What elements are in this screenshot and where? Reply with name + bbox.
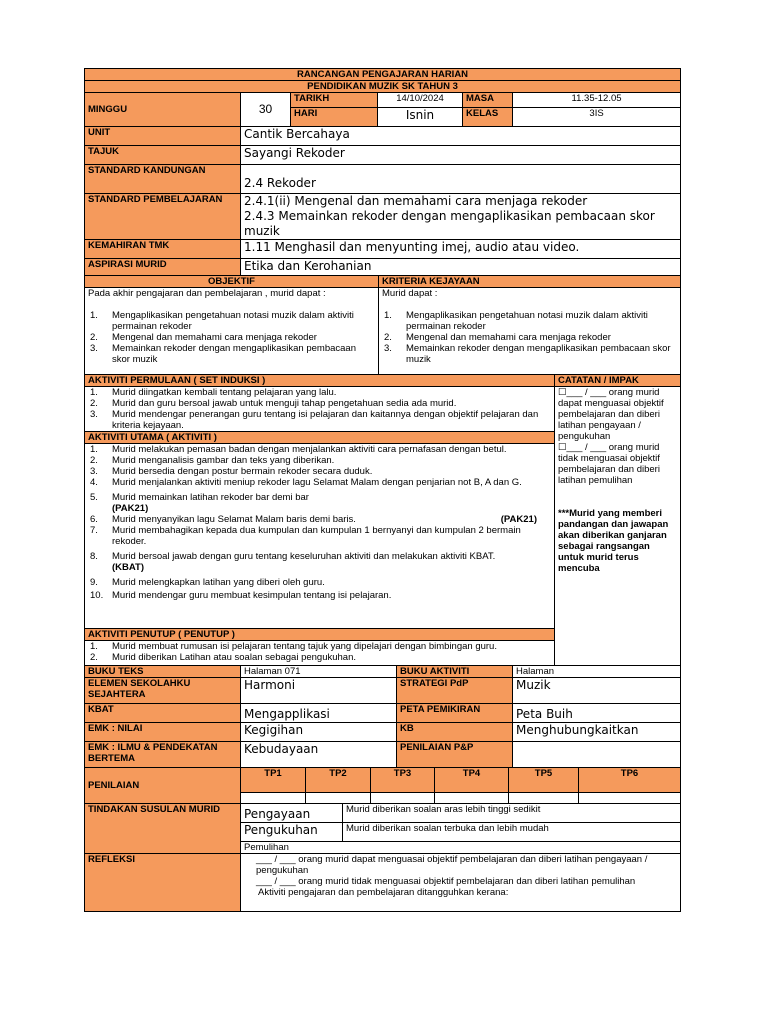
tp6-cell [579, 793, 681, 804]
utama-item: 1. Murid melakukan pemasan badan dengan menjalankan aktiviti cara pernafasan dengan betul. [90, 444, 507, 455]
standard-pembelajaran-label: STANDARD PEMBELAJARAN [85, 194, 241, 240]
penutup-label: AKTIVITI PENUTUP ( PENUTUP ) [85, 629, 555, 641]
peta-value: Peta Buih [513, 704, 681, 723]
tajuk-value: Sayangi Rekoder [241, 146, 681, 165]
utama-item: 5. Murid memainkan latihan rekoder bar demi bar (PAK21) [90, 492, 309, 514]
sp-line-2: 2.4.3 Memainkan rekoder dengan mengaplikasikan pembacaan skor muzik [244, 209, 655, 238]
refleksi-line-3: Aktiviti pengajaran dan pembelajaran ditangguhkan kerana: [258, 887, 509, 898]
strategi-value: Muzik [513, 678, 681, 704]
tp1-cell [241, 793, 306, 804]
elemen-value: Harmoni [241, 678, 397, 704]
utama-item: 9. Murid melengkapkan latihan yang diberi oleh guru. [90, 577, 325, 588]
refleksi-line-1: ___ / ___ orang murid dapat menguasai objektif pembelajaran dan diberi latihan pengayaan / pengukuhan [256, 854, 648, 876]
objektif-item: 2. Mengenal dan memahami cara menjaga rekoder [90, 332, 317, 343]
lesson-plan-header-table [84, 68, 681, 127]
sp-line-1: 2.4.1(ii) Mengenal dan memahami cara menjaga rekoder [244, 194, 588, 208]
permulaan-item: 3. Murid mendengar penerangan guru tentang isi pelajaran dan kaitannya dengan objektif pelajaran dan kriteria kejayaan. [90, 409, 539, 431]
kb-label: KB [397, 723, 513, 742]
kriteria-item: 3. Memainkan rekoder dengan mengaplikasikan pembacaan skor muzik [384, 343, 671, 365]
objektif-item: 1. Mengaplikasikan pengetahuan notasi muzik dalam aktiviti permainan rekoder [90, 310, 354, 332]
masa-label: MASA [463, 93, 513, 108]
unit-value: Cantik Bercahaya [241, 127, 681, 146]
utama-item: 6. Murid menyanyikan lagu Selamat Malam baris demi baris. (PAK21) [90, 514, 537, 525]
penutup-item: 1. Murid membuat rumusan isi pelajaran tentang tajuk yang dipelajari dengan bimbingan guru. [90, 641, 497, 652]
strategi-label: STRATEGI PdP [397, 678, 513, 704]
kriteria-item: 2. Mengenal dan memahami cara menjaga rekoder [384, 332, 611, 343]
tp2-cell [306, 793, 371, 804]
nilai-value: Kegigihan [241, 723, 397, 742]
refleksi-content [241, 854, 681, 912]
kemahiran-tmk-label: KEMAHIRAN TMK [85, 240, 241, 259]
utama-item: 7. Murid membahagikan kepada dua kumpulan dan kumpulan 1 bernyanyi dan kumpulan 2 bermain rekoder. [90, 525, 521, 547]
kb-value: Menghubungkaitkan [513, 723, 681, 742]
tp4-cell [435, 793, 509, 804]
penutup-content [85, 641, 555, 666]
reflection-table [84, 853, 681, 912]
standard-kandungan-label: STANDARD KANDUNGAN [85, 165, 241, 194]
catatan-note-1: ☐___ / ___ orang murid dapat menguasai objektif pembelajaran dan diberi latihan pengayaan / pengukuhan [558, 387, 664, 442]
penilaian-pp-value [513, 742, 681, 768]
ilmu-label: EMK : ILMU & PENDEKATAN BERTEMA [85, 742, 241, 768]
pengukuhan-label: Pengukuhan [241, 823, 343, 842]
objektif-label: OBJEKTIF [85, 276, 379, 288]
elemen-label: ELEMEN SEKOLAHKU SEJAHTERA [85, 678, 241, 704]
peta-label: PETA PEMIKIRAN [397, 704, 513, 723]
permulaan-item: 1. Murid diingatkan kembali tentang pelajaran yang lalu. [90, 387, 337, 398]
tajuk-label: TAJUK [85, 146, 241, 165]
kbat-tag: (KBAT) [112, 562, 145, 573]
permulaan-item: 2. Murid dan guru bersoal jawab untuk menguji tahap pengetahuan sedia ada murid. [90, 398, 457, 409]
pak21-tag: (PAK21) [112, 503, 149, 514]
kelas-label: KELAS [463, 108, 513, 127]
utama-item: 4. Murid menjalankan aktiviti meniup rekoder lagu Selamat Malam dengan penjarian not B, A dan G. [90, 477, 522, 488]
pemulihan-label: Pemulihan [241, 842, 681, 854]
permulaan-content [85, 387, 555, 432]
refleksi-line-2: ___ / ___ orang murid tidak menguasai objektif pembelajaran dan diberi latihan pemulihan [256, 876, 636, 887]
objectives-table [84, 275, 681, 375]
utama-item: 10. Murid mendengar guru membuat kesimpulan tentang isi pelajaran. [90, 590, 392, 601]
utama-item: 3. Murid bersedia dengan postur bermain rekoder secara duduk. [90, 466, 373, 477]
title-line-2: PENDIDIKAN MUZIK SK TAHUN 3 [85, 81, 681, 93]
title-line-1: RANCANGAN PENGAJARAN HARIAN [85, 69, 681, 81]
unit-label: UNIT [85, 127, 241, 146]
tp5-header: TP5 [509, 768, 579, 793]
ilmu-value: Kebudayaan [241, 742, 397, 768]
standard-kandungan-value: 2.4 Rekoder [241, 165, 681, 194]
resources-table [84, 665, 681, 768]
kriteria-label: KRITERIA KEJAYAAN [379, 276, 681, 288]
objektif-content [85, 288, 379, 375]
lesson-details-table [84, 126, 681, 276]
pak21-tag: (PAK21) [500, 514, 537, 525]
minggu-label: MINGGU [85, 93, 241, 127]
follow-up-table [84, 803, 681, 854]
lesson-plan-document [84, 68, 680, 912]
aspirasi-label: ASPIRASI MURID [85, 259, 241, 276]
activities-table [84, 374, 681, 666]
assessment-table [84, 767, 681, 804]
kemahiran-tmk-value: 1.11 Menghasil dan menyunting imej, audio atau video. [241, 240, 681, 259]
penilaian-pp-label: PENILAIAN P&P [397, 742, 513, 768]
hari-value: Isnin [378, 108, 463, 127]
utama-item: 8. Murid bersoal jawab dengan guru tentang keseluruhan aktiviti dan melakukan aktiviti KBAT. (KBAT) [90, 551, 496, 573]
kriteria-item: 1. Mengaplikasikan pengetahuan notasi muzik dalam aktiviti permainan rekoder [384, 310, 648, 332]
tindakan-label: TINDAKAN SUSULAN MURID [85, 804, 241, 854]
utama-content [85, 444, 555, 629]
aspirasi-value: Etika dan Kerohanian [241, 259, 681, 276]
catatan-label: CATATAN / IMPAK [555, 375, 681, 387]
kriteria-intro: Murid dapat : [382, 288, 438, 299]
catatan-note-2: ☐___ / ___ orang murid tidak menguasai objektif pembelajaran dan diberi latihan pemulihan [558, 442, 660, 486]
kelas-value: 3IS [513, 108, 681, 127]
buku-teks-label: BUKU TEKS [85, 666, 241, 678]
tp1-header: TP1 [241, 768, 306, 793]
penutup-item: 2. Murid diberikan Latihan atau soalan sebagai pengukuhan. [90, 652, 357, 663]
catatan-note-3: ***Murid yang memberi pandangan dan jawapan akan diberikan ganjaran sebagai rangsangan untuk murid terus mencuba [558, 508, 669, 574]
hari-label: HARI [291, 108, 378, 127]
refleksi-label: REFLEKSI [85, 854, 241, 912]
penilaian-label: PENILAIAN [85, 768, 241, 804]
standard-pembelajaran-value [241, 194, 681, 240]
objektif-intro: Pada akhir pengajaran dan pembelajaran , murid dapat : [88, 288, 326, 299]
catatan-content [555, 387, 681, 666]
tp4-header: TP4 [435, 768, 509, 793]
pengukuhan-desc: Murid diberikan soalan terbuka dan lebih mudah [343, 823, 681, 842]
buku-teks-value: Halaman 071 [241, 666, 397, 678]
pengayaan-desc: Murid diberikan soalan aras lebih tinggi sedikit [343, 804, 681, 823]
utama-label: AKTIVITI UTAMA ( AKTIVITI ) [85, 432, 555, 444]
tarikh-value: 14/10/2024 [378, 93, 463, 108]
kbat-value: Mengapplikasi [241, 704, 397, 723]
utama-item: 2. Murid menganalisis gambar dan teks yang diberikan. [90, 455, 335, 466]
nilai-label: EMK : NILAI [85, 723, 241, 742]
pengayaan-label: Pengayaan [241, 804, 343, 823]
tp5-cell [509, 793, 579, 804]
buku-aktiviti-label: BUKU AKTIVITI [397, 666, 513, 678]
minggu-value: 30 [241, 93, 291, 127]
kriteria-content [379, 288, 681, 375]
tarikh-label: TARIKH [291, 93, 378, 108]
permulaan-label: AKTIVITI PERMULAAN ( SET INDUKSI ) [85, 375, 555, 387]
tp3-header: TP3 [371, 768, 435, 793]
tp3-cell [371, 793, 435, 804]
tp6-header: TP6 [579, 768, 681, 793]
buku-aktiviti-value: Halaman [513, 666, 681, 678]
kbat-label: KBAT [85, 704, 241, 723]
tp2-header: TP2 [306, 768, 371, 793]
objektif-item: 3. Memainkan rekoder dengan mengaplikasikan pembacaan skor muzik [90, 343, 356, 365]
masa-value: 11.35-12.05 [513, 93, 681, 108]
